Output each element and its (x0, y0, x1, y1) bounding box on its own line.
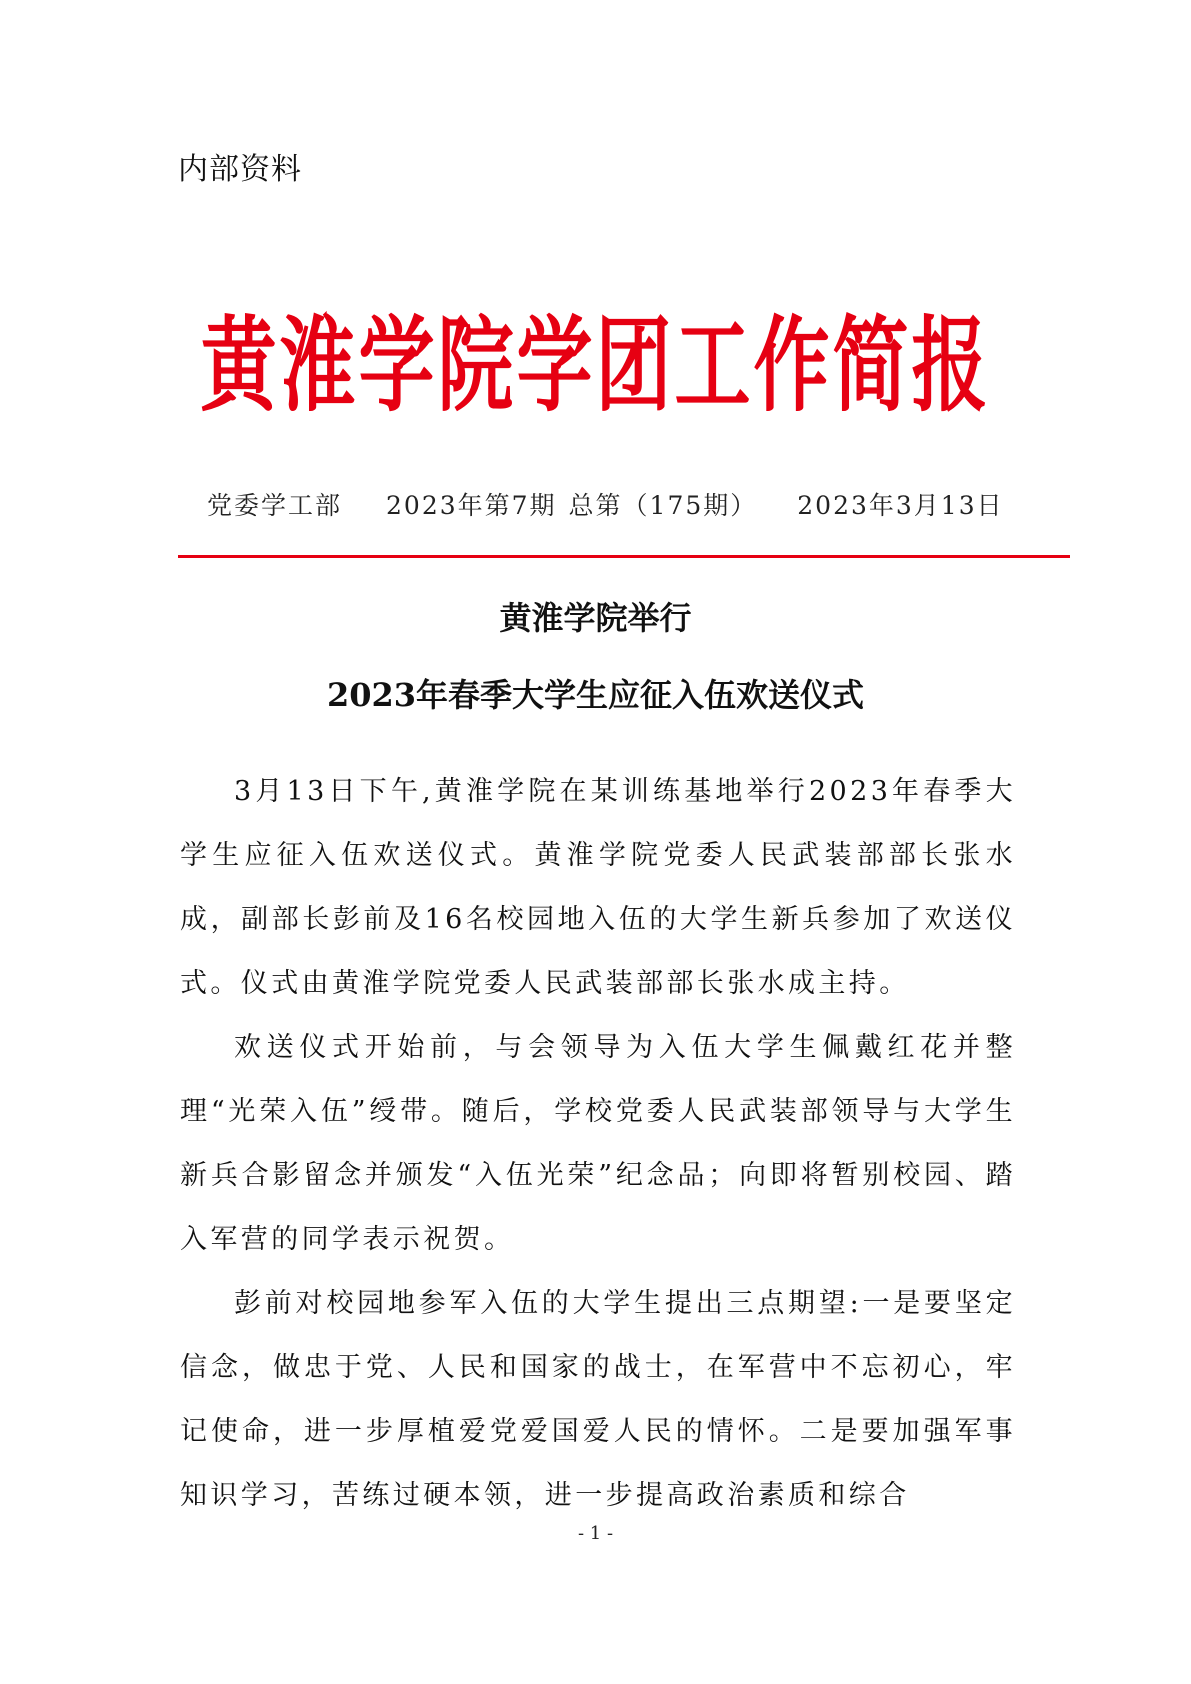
issue-number: 2023年第7期 (386, 491, 557, 520)
body-paragraph: 彭前对校园地参军入伍的大学生提出三点期望:一是要坚定信念，做忠于党、人民和国家的战士，在军营中不忘初心，牢记使命，进一步厚植爱党爱国爱人民的情怀。二是要加强军事知识学习，苦练过硬本领，进一步提高政治素质和综合 (180, 1288, 1016, 1511)
issuing-department: 党委学工部 (207, 491, 343, 520)
body-paragraph: 欢送仪式开始前，与会领导为入伍大学生佩戴红花并整理“光荣入伍”绶带。随后，学校党委人民武装部领导与大学生新兵合影留念并颁发“入伍光荣”纪念品；向即将暂别校园、踏入军营的同学表示祝贺。 (180, 1032, 1016, 1255)
masthead-title: 黄淮学院学团工作简报 (200, 305, 991, 426)
article-body (180, 760, 1016, 1528)
red-divider-rule (178, 555, 1070, 558)
total-issue-number: 总第（175期） (568, 491, 758, 520)
issue-date: 2023年3月13日 (797, 491, 1004, 520)
body-paragraph: 3月13日下午,黄淮学院在某训练基地举行2023年春季大学生应征入伍欢送仪式。黄淮学院党委人民武装部部长张水成，副部长彭前及16名校园地入伍的大学生新兵参加了欢送仪式。仪式由黄淮学院党委人民武装部部长张水成主持。 (180, 776, 1016, 999)
article-headline-line1: 黄淮学院举行 (499, 599, 692, 637)
page-number: - 1 - (577, 1523, 614, 1544)
article-headline-line2: 2023年春季大学生应征入伍欢送仪式 (326, 676, 865, 714)
issue-info-line (207, 488, 1004, 524)
classification-label: 内部资料 (178, 152, 302, 187)
